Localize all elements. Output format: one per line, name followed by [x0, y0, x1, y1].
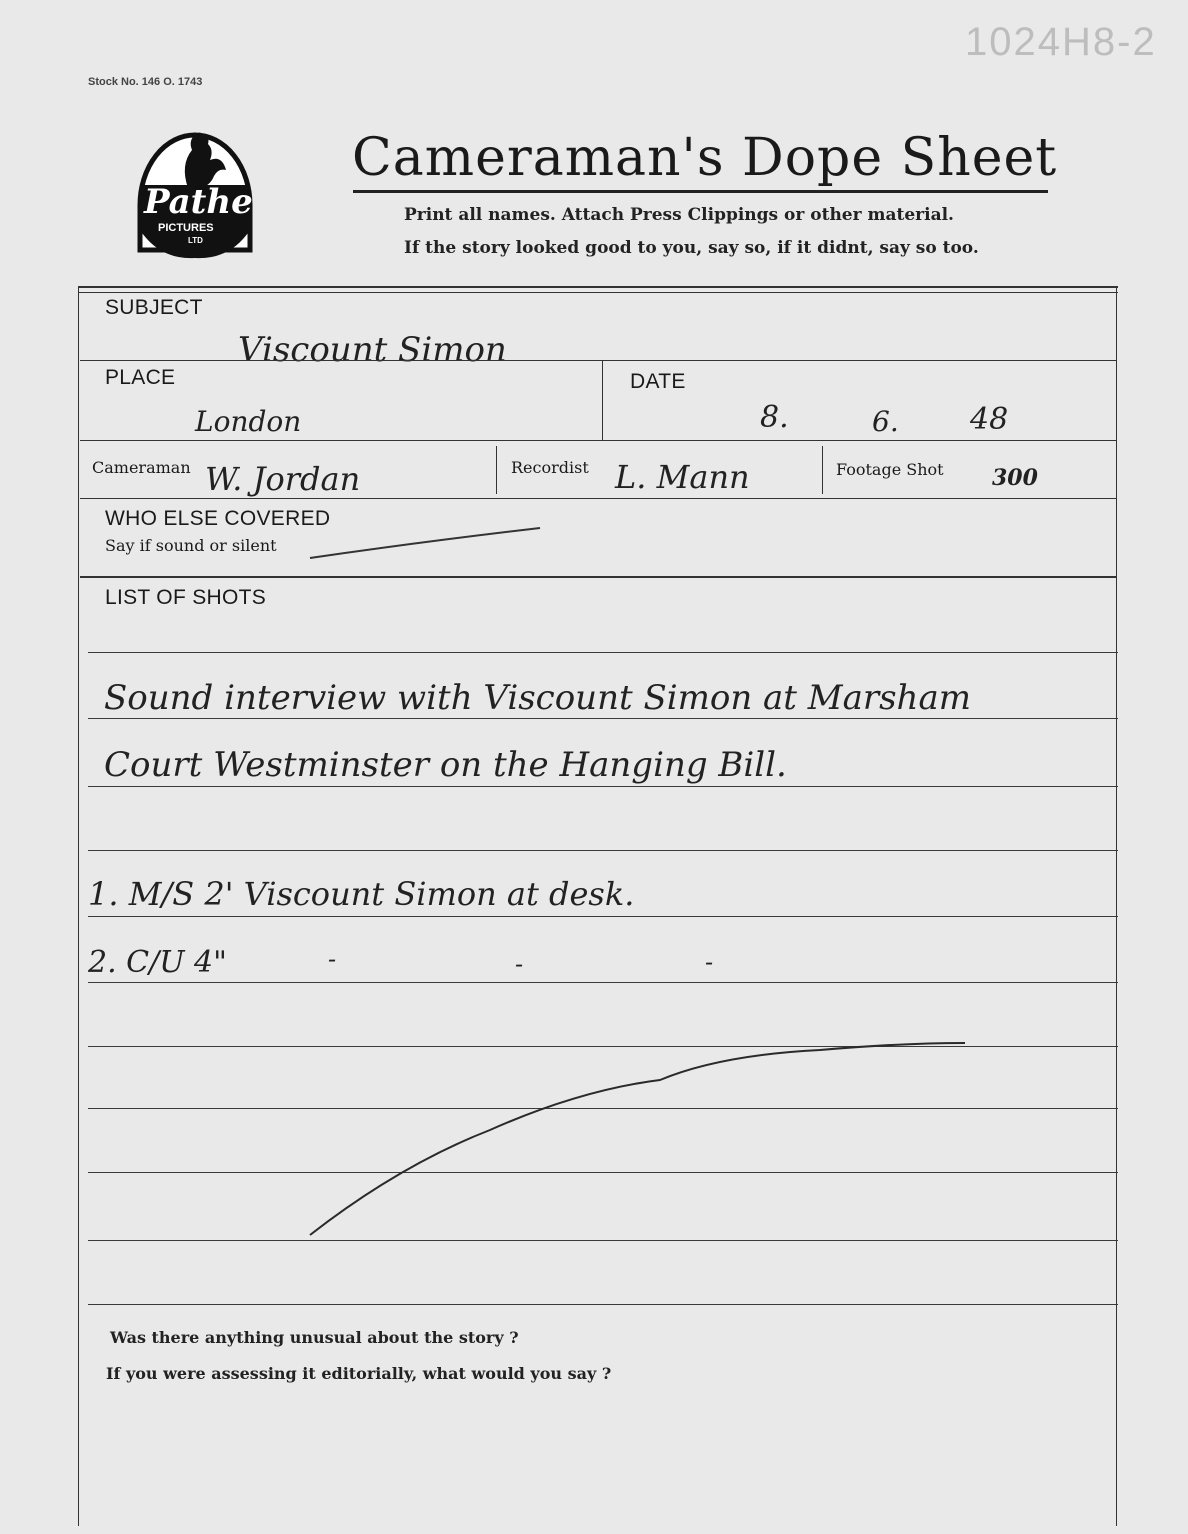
who-else-stroke	[300, 520, 550, 565]
logo-text: Pathe	[144, 182, 253, 222]
shot-description-line-1: Sound interview with Viscount Simon at Marsham	[104, 678, 971, 718]
shot-ruled-line	[88, 718, 1118, 719]
logo-ltd: LTD	[188, 236, 203, 245]
shot-item-1: 1. M/S 2' Viscount Simon at desk.	[88, 875, 635, 913]
recordist-value: L. Mann	[615, 458, 750, 496]
footage-label: Footage Shot	[836, 460, 944, 479]
page-title: Cameraman's Dope Sheet	[352, 128, 1058, 188]
shot-ruled-line	[88, 916, 1118, 917]
ditto-mark: -	[515, 950, 524, 978]
editorial-question: If you were assessing it editorially, what would you say ?	[106, 1364, 612, 1383]
date-month: 6.	[872, 405, 899, 438]
subject-value: Viscount Simon	[238, 330, 507, 370]
place-value: London	[195, 405, 302, 438]
cameraman-row-divider	[80, 498, 1116, 499]
form-top-border	[78, 286, 1118, 288]
date-year: 48	[970, 402, 1009, 437]
who-else-sublabel: Say if sound or silent	[105, 536, 277, 555]
title-underline	[353, 190, 1048, 193]
cameraman-label: Cameraman	[92, 458, 191, 477]
footage-value: 300	[992, 465, 1038, 491]
subject-label: SUBJECT	[105, 296, 203, 319]
place-label: PLACE	[105, 366, 176, 389]
place-date-divider	[602, 360, 603, 440]
who-else-label: WHO ELSE COVERED	[105, 507, 331, 530]
recordist-footage-divider	[822, 446, 823, 494]
place-divider	[80, 440, 1116, 441]
date-label: DATE	[630, 370, 686, 393]
unusual-question: Was there anything unusual about the story ?	[110, 1328, 519, 1347]
reference-stamp: 1024H8-2	[965, 20, 1157, 64]
stock-number: Stock No. 146 O. 1743	[88, 76, 203, 88]
subject-divider	[80, 360, 1116, 361]
shot-ruled-line	[88, 786, 1118, 787]
shot-ruled-line	[88, 1304, 1118, 1305]
form-right-border	[1116, 286, 1117, 1526]
instruction-line-2: If the story looked good to you, say so, if it didnt, say so too.	[404, 238, 979, 258]
shot-item-2: 2. C/U 4"	[88, 945, 227, 980]
pathe-logo	[130, 110, 260, 260]
ditto-mark: -	[328, 945, 337, 973]
cameraman-recordist-divider	[496, 446, 497, 494]
shot-ruled-line	[88, 982, 1118, 983]
cancel-stroke	[300, 1035, 980, 1245]
shot-ruled-line	[88, 850, 1118, 851]
ditto-mark: -	[705, 948, 714, 976]
shot-ruled-line	[88, 652, 1118, 653]
logo-pictures: PICTURES	[158, 222, 214, 234]
form-left-border	[78, 286, 79, 1526]
shot-description-line-2: Court Westminster on the Hanging Bill.	[104, 745, 787, 785]
who-else-divider	[80, 576, 1116, 578]
list-of-shots-label: LIST OF SHOTS	[105, 586, 267, 609]
instruction-line-1: Print all names. Attach Press Clippings or other material.	[404, 205, 954, 225]
cameraman-value: W. Jordan	[205, 460, 361, 498]
form-top-border-inner	[78, 292, 1118, 293]
date-day: 8.	[760, 400, 789, 435]
recordist-label: Recordist	[511, 458, 589, 477]
